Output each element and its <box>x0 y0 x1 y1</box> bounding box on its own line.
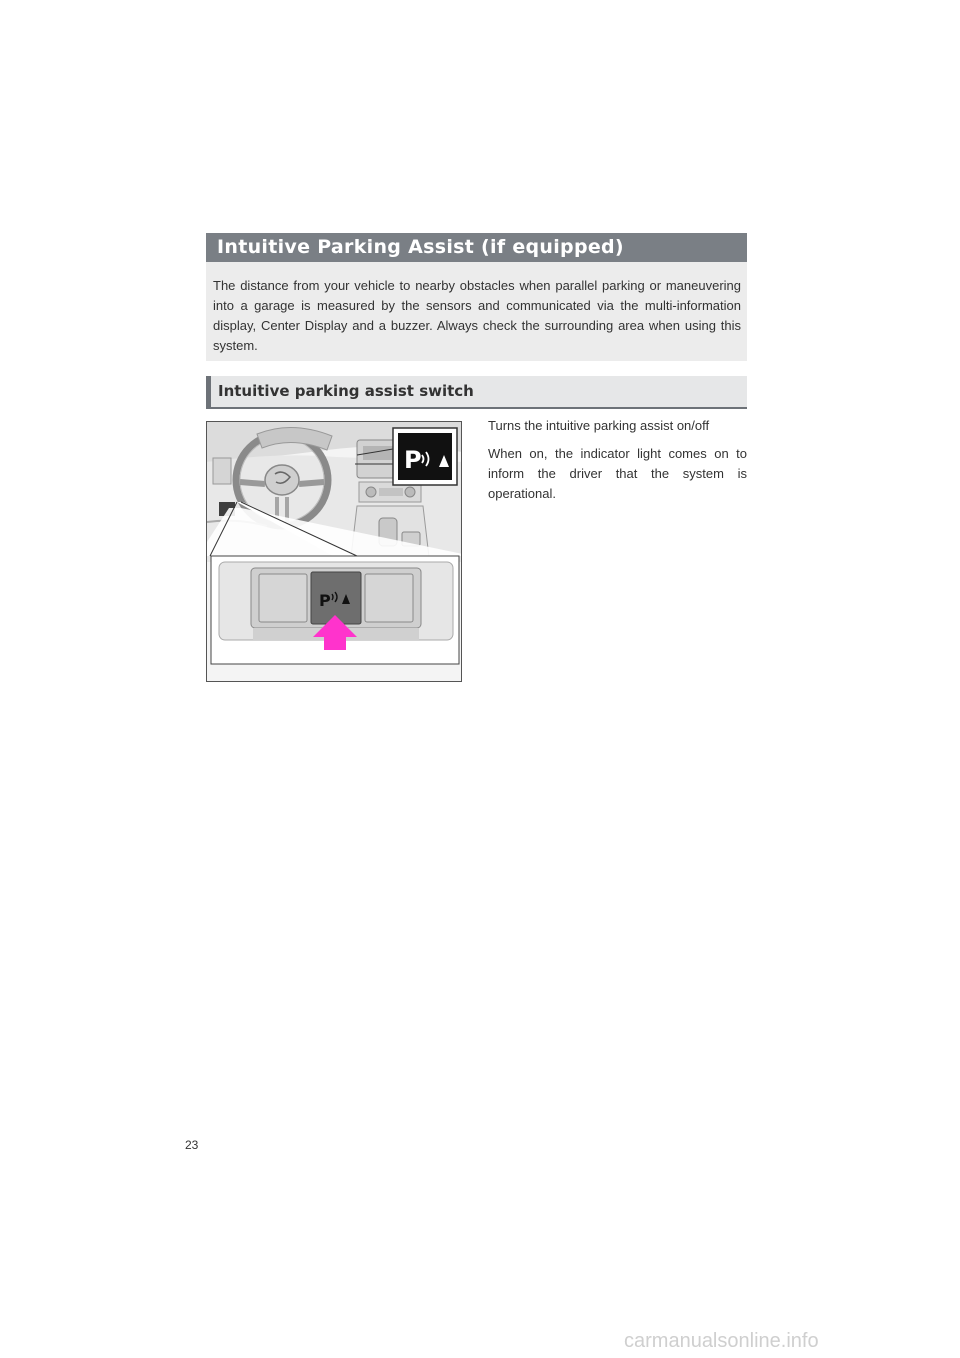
subsection-accent <box>206 376 211 407</box>
section-title: Intuitive Parking Assist (if equipped) <box>206 233 747 262</box>
subsection-header <box>206 376 747 409</box>
switch-location-figure <box>206 421 462 682</box>
page-number: 23 <box>185 1138 199 1152</box>
subsection-title: Intuitive parking assist switch <box>218 382 474 400</box>
svg-text:P: P <box>319 591 331 610</box>
watermark: carmanualsonline.info <box>624 1330 819 1352</box>
svg-text:P: P <box>404 446 422 474</box>
description-line-2: When on, the indicator light comes on to inform the driver that the system is operational. <box>488 446 747 501</box>
section-intro: The distance from your vehicle to nearby obstacles when parallel parking or maneuvering into a garage is measured by the sensors and communicated via the multi-information display, Center Display and a buzzer. Always check the surrounding area when using this system. <box>206 262 747 361</box>
dashboard-illustration <box>207 422 462 682</box>
description-line-1: Turns the intuitive parking assist on/off <box>488 418 710 433</box>
switch-description <box>488 416 747 512</box>
